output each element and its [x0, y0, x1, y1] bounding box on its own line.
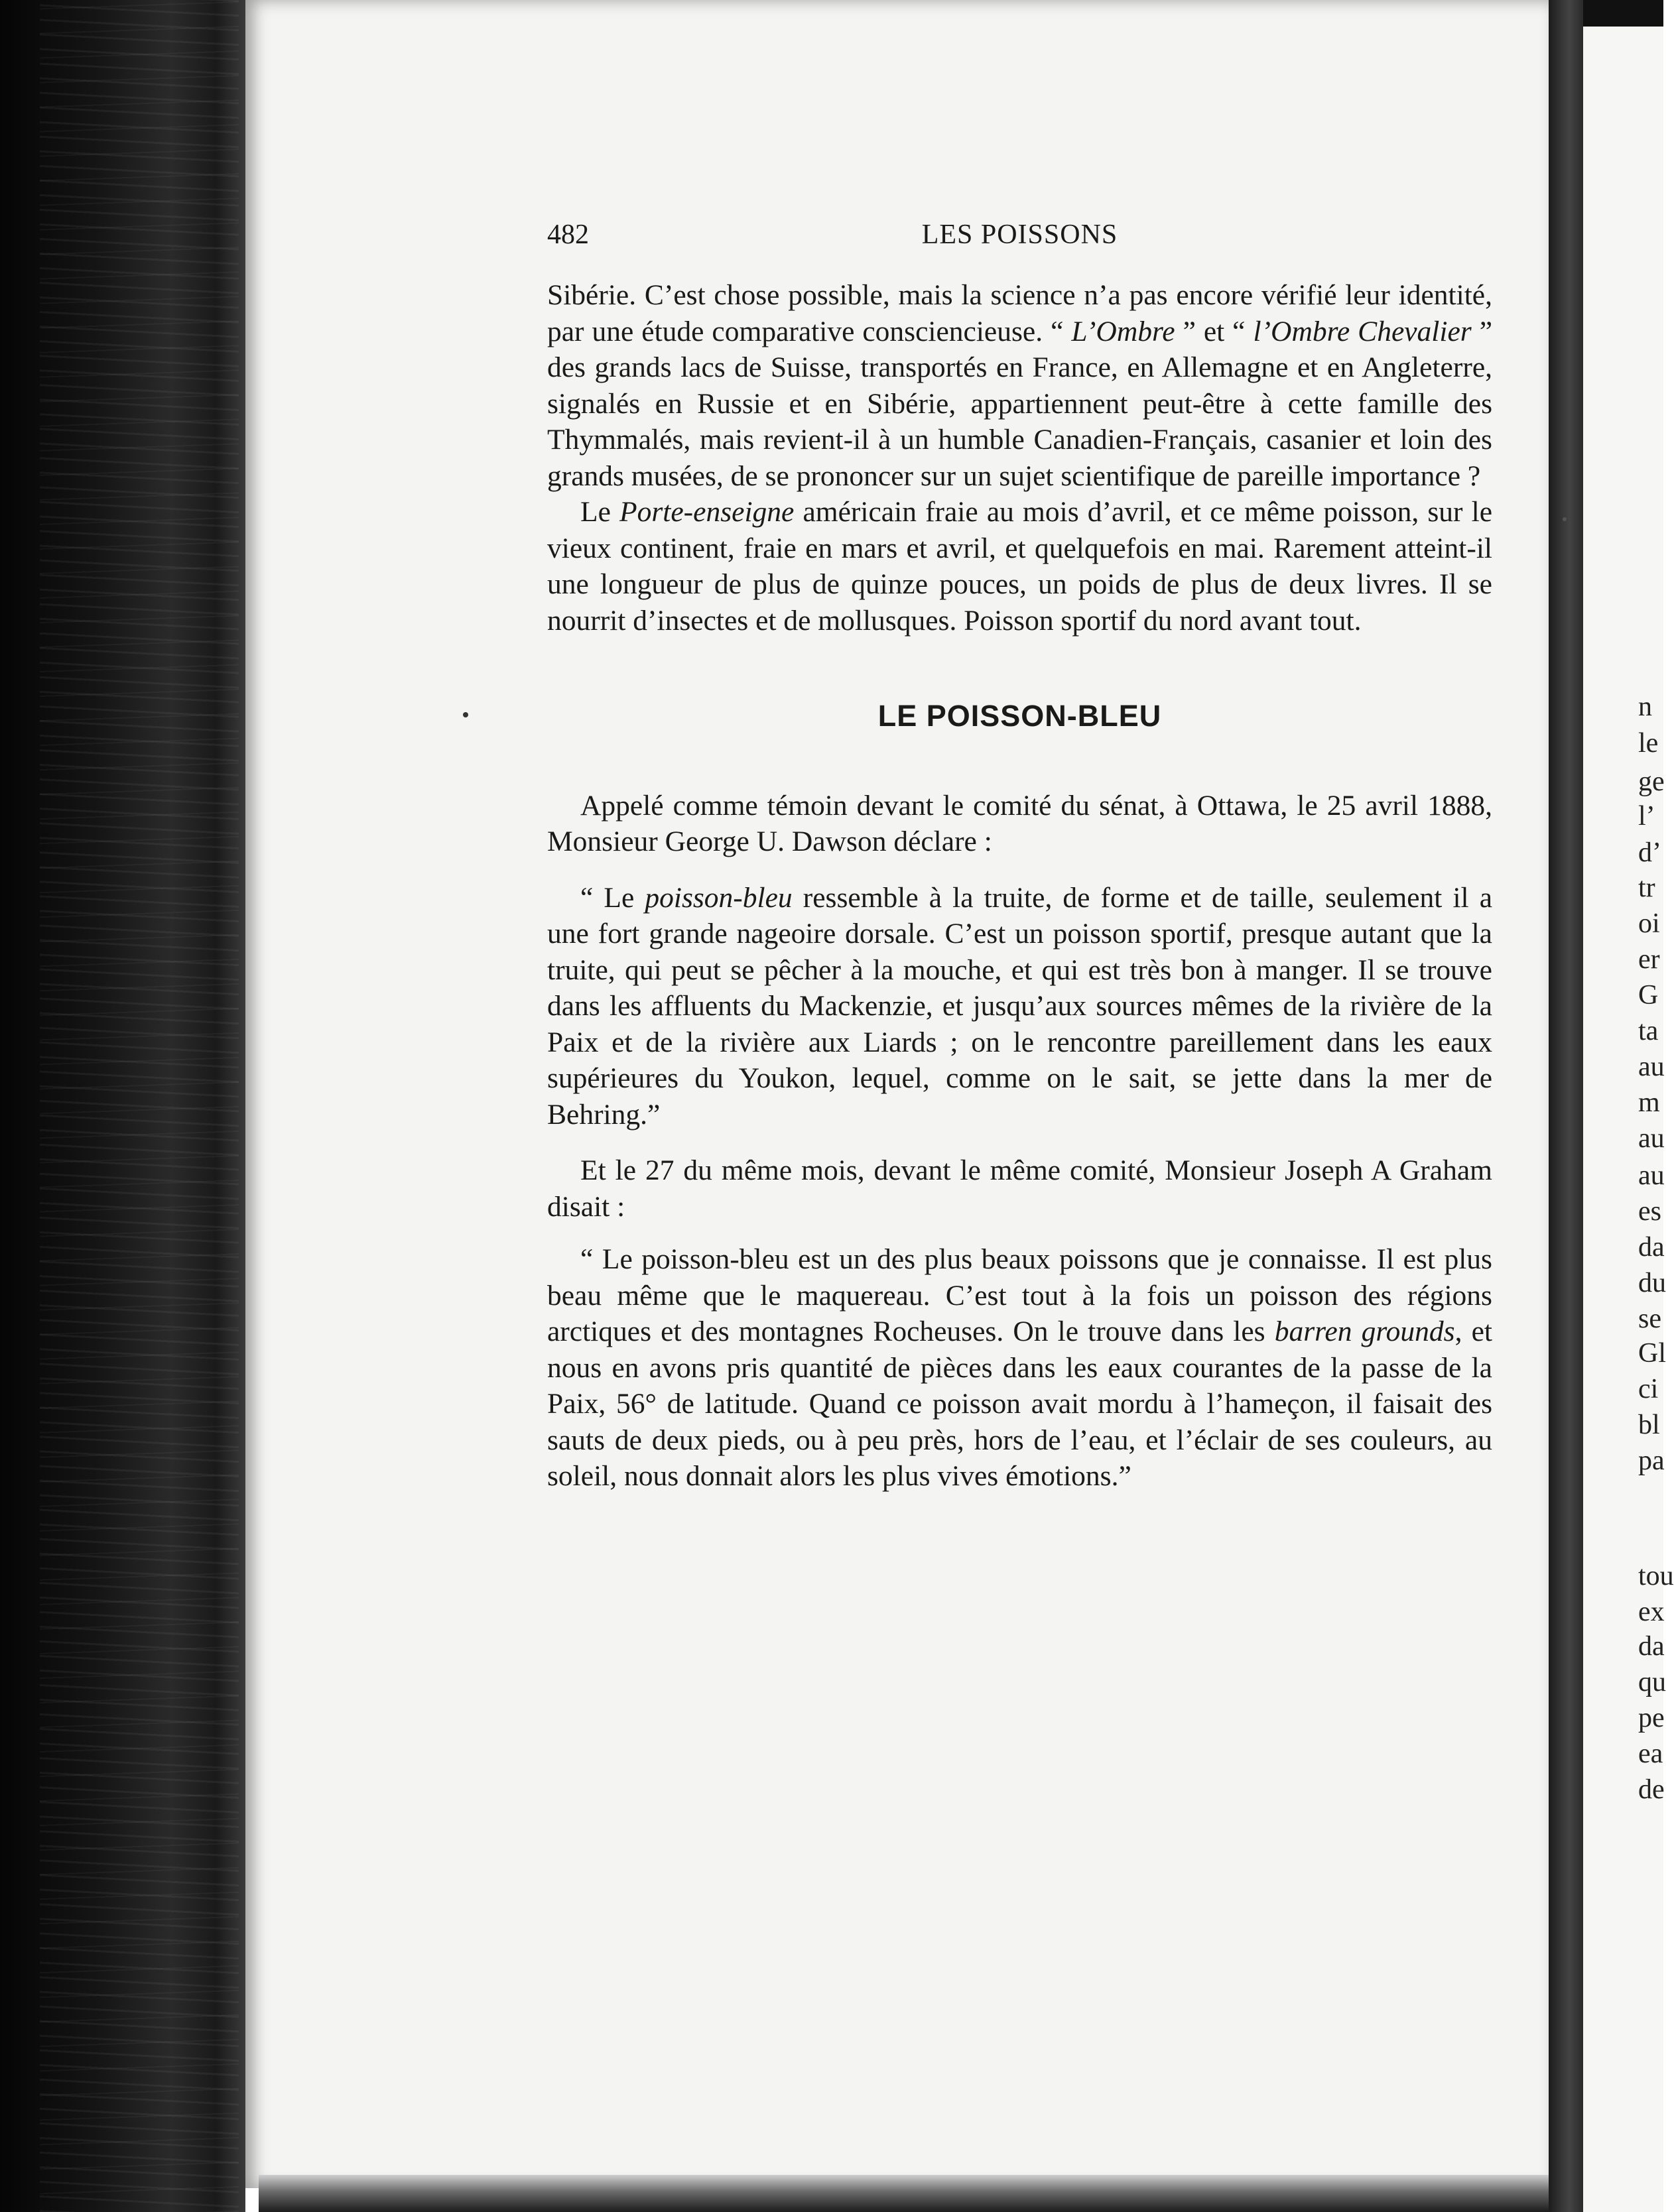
- page-bottom-edge: [259, 2175, 1663, 2212]
- ink-speck: [1563, 517, 1567, 521]
- facing-page-fragment: da: [1638, 1232, 1665, 1262]
- facing-page-fragment: l’: [1638, 801, 1655, 831]
- facing-page-fragment: qu: [1638, 1667, 1666, 1697]
- facing-page-fragment: G: [1638, 980, 1659, 1011]
- body-text: [547, 277, 1492, 1495]
- running-head: [547, 219, 1492, 252]
- section-heading: LE POISSON-BLEU: [877, 699, 1162, 733]
- spine-texture: [40, 0, 239, 2212]
- page-number: 482: [547, 219, 589, 250]
- facing-page-fragment: bl: [1638, 1410, 1660, 1440]
- facing-page-fragment: tou: [1638, 1561, 1674, 1591]
- text-run: “ Le poisson-bleu est un des plus beaux poissons que je connaisse. Il est plus beau même que le maquereau. C’est tout à la fois un poisson des régions arctiques et des montagnes Rocheuses. On le trouve dans les: [547, 1243, 1492, 1347]
- text-run: “ Le: [580, 881, 645, 914]
- facing-page-fragment: au: [1638, 1123, 1665, 1154]
- facing-page-fragment: oi: [1638, 908, 1660, 939]
- facing-page-fragment: ex: [1638, 1597, 1665, 1627]
- facing-page-fragment: ea: [1638, 1739, 1663, 1769]
- quotation: [547, 1241, 1492, 1495]
- facing-page-fragment: da: [1638, 1631, 1665, 1662]
- text-run: Sibérie. C’est chose possible, mais la science n’a pas encore vérifié leur identité, par une étude comparative consciencieuse. “: [547, 279, 1492, 347]
- text-run: , et nous en avons pris quantité de pièces dans les eaux courantes de la passe de la Paix, 56° de latitude. Quand ce poisson avait mordu à l’hameçon, il faisait des sauts de deux pieds, ou à peu près, hors de l’eau, et l’éclair de ses couleurs, au soleil, nous donnait alors les plus vives émotions.”: [547, 1316, 1492, 1492]
- paragraph: [547, 494, 1492, 639]
- facing-page-fragment: d’: [1638, 837, 1661, 868]
- text-run: ” et “: [1175, 315, 1254, 347]
- facing-page-fragment: tr: [1638, 873, 1655, 903]
- facing-page-fragment: m: [1638, 1087, 1660, 1118]
- facing-page-fragment: au: [1638, 1052, 1665, 1082]
- facing-page-fragment: es: [1638, 1196, 1661, 1227]
- facing-page-fragment: au: [1638, 1160, 1665, 1191]
- italic-text: barren grounds: [1274, 1316, 1455, 1347]
- italic-text: l’Ombre Chevalier: [1253, 315, 1472, 347]
- facing-page-fragment: pe: [1638, 1703, 1665, 1733]
- italic-text: L’Ombre: [1071, 315, 1175, 347]
- ink-speck: [463, 712, 468, 717]
- facing-page-fragment: pa: [1638, 1445, 1665, 1476]
- facing-page-fragment: Gl: [1638, 1338, 1666, 1369]
- running-head-title: LES POISSONS: [921, 219, 1118, 250]
- text-run: ” des grands lacs de Suisse, transportés en France, en Allemagne et en Angleterre, signalés en Russie et en Sibérie, appartiennent peut-être à cette famille des Thymmalés, mais revient-il à un humble Canadien-Français, casanier et loin des grands musées, de se prononcer sur un sujet scientifique de pareille importance ?: [547, 315, 1493, 492]
- paragraph: [547, 277, 1492, 494]
- quotation: [547, 880, 1492, 1133]
- text-run: américain fraie au mois d’avril, et ce même poisson, sur le vieux continent, fraie en mars et avril, et quelquefois en mai. Rarement atteint-il une longueur de plus de quinze pouces, un poids de plus de deux livres. Il se nourrit d’insectes et de mollusques. Poisson sportif du nord avant tout.: [547, 496, 1493, 637]
- facing-page-top-shadow: [1583, 0, 1663, 27]
- facing-page-fragment: ge: [1638, 767, 1665, 797]
- facing-page-fragment: le: [1638, 728, 1659, 759]
- facing-page-gutter: [1549, 0, 1583, 2212]
- facing-page-fragment: ci: [1638, 1374, 1659, 1404]
- facing-page-fragment: se: [1638, 1304, 1661, 1334]
- facing-page-fragment: n: [1638, 692, 1652, 722]
- paragraph: Appelé comme témoin devant le comité du sénat, à Ottawa, le 25 avril 1888, Monsieur George U. Dawson déclare :: [547, 789, 1492, 857]
- text-run: Le: [580, 496, 620, 528]
- facing-page-fragment: ta: [1638, 1016, 1659, 1046]
- facing-page-fragment: er: [1638, 944, 1660, 975]
- facing-page-fragment: du: [1638, 1268, 1666, 1298]
- italic-text: Porte-enseigne: [619, 496, 795, 528]
- paragraph: Et le 27 du même mois, devant le même comité, Monsieur Joseph A Graham disait :: [547, 1154, 1492, 1223]
- text-run: ressemble à la truite, de forme et de taille, seulement il a une fort grande nageoire dorsale. C’est un poisson sportif, presque autant que la truite, qui peut se pêcher à la mouche, et qui est très bon à manger. Il se trouve dans les affluents du Mackenzie, et jusqu’aux sources mêmes de la rivière de la Paix et de la rivière aux Liards ; on le rencontre pareillement dans les eaux supérieures du Youkon, lequel, comme on le sait, se jette dans la mer de Behring.”: [547, 881, 1493, 1131]
- italic-text: poisson-bleu: [645, 881, 793, 914]
- facing-page-fragment: de: [1638, 1774, 1665, 1805]
